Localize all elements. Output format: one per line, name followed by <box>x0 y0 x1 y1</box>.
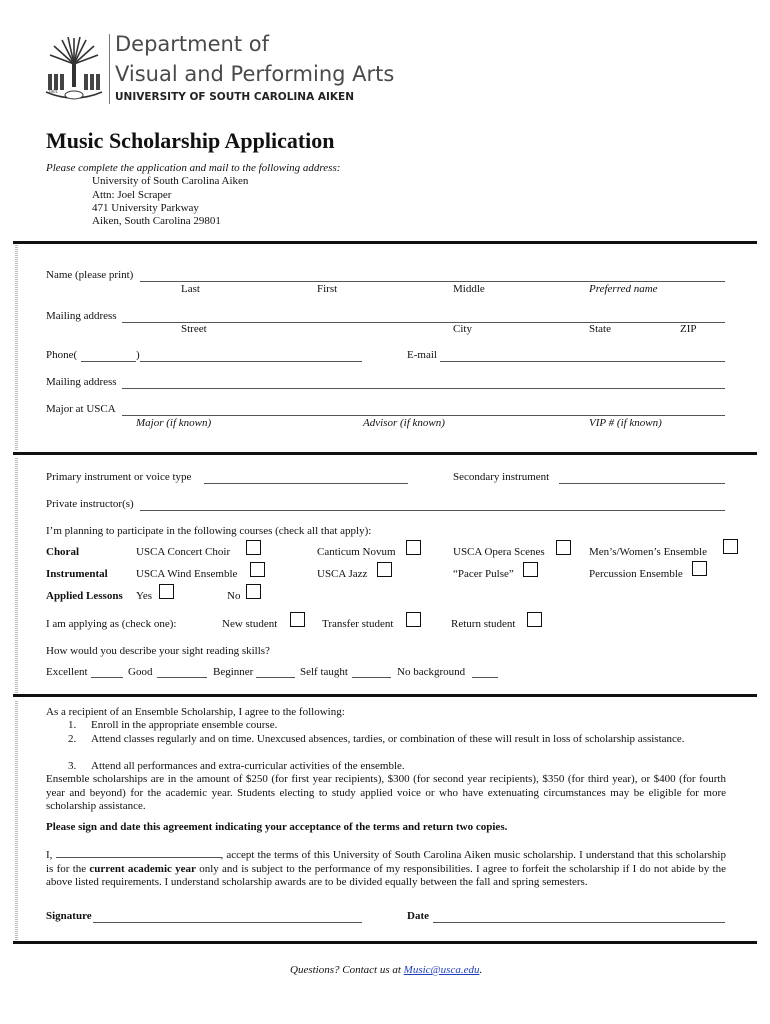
sight-self-taught-input[interactable] <box>352 677 391 678</box>
instrumental-option: “Pacer Pulse” <box>453 568 514 580</box>
footer-period: . <box>479 964 483 976</box>
address-line: Attn: Joel Scraper <box>92 189 172 201</box>
section-divider <box>13 452 757 455</box>
mailing-address-label: Mailing address <box>46 310 117 322</box>
sight-option-good: Good <box>128 666 153 678</box>
agreement-intro: As a recipient of an Ensemble Scholarship, I agree to the following: <box>46 706 345 718</box>
address-line: Aiken, South Carolina 29801 <box>92 215 221 227</box>
wind-ensemble-checkbox[interactable] <box>250 562 265 577</box>
dept-name-line2: Visual and Performing Arts <box>115 62 395 86</box>
phone-input[interactable] <box>140 361 362 362</box>
phone-label: Phone( <box>46 349 78 361</box>
signature-input[interactable] <box>93 922 362 923</box>
choral-option: Men’s/Women’s Ensemble <box>589 546 707 558</box>
primary-instrument-label: Primary instrument or voice type <box>46 471 192 483</box>
instrumental-label: Instrumental <box>46 568 108 580</box>
sight-beginner-input[interactable] <box>256 677 295 678</box>
concert-choir-checkbox[interactable] <box>246 540 261 555</box>
agreement-item: Attend all performances and extra-curricular activities of the ensemble. <box>91 760 405 772</box>
vip-part: VIP # (if known) <box>589 417 662 429</box>
new-student-checkbox[interactable] <box>290 612 305 627</box>
opera-scenes-checkbox[interactable] <box>556 540 571 555</box>
usca-jazz-checkbox[interactable] <box>377 562 392 577</box>
advisor-part: Advisor (if known) <box>363 417 445 429</box>
sight-no-background-input[interactable] <box>472 677 498 678</box>
name-part-last: Last <box>181 283 200 295</box>
statement-text: I, <box>46 849 56 861</box>
secondary-instrument-label: Secondary instrument <box>453 471 550 483</box>
agreement-item-number: 2. <box>68 733 77 745</box>
date-input[interactable] <box>433 922 725 923</box>
mailing-address-input[interactable] <box>122 322 725 323</box>
margin-hatch <box>15 458 18 693</box>
statement-name-input[interactable] <box>56 857 221 858</box>
applied-lessons-label: Applied Lessons <box>46 590 123 602</box>
transfer-student-checkbox[interactable] <box>406 612 421 627</box>
address-line: University of South Carolina Aiken <box>92 175 249 187</box>
address-part-state: State <box>589 323 611 335</box>
agreement-statement <box>46 849 726 890</box>
agreement-item-number: 1. <box>68 719 77 731</box>
choral-option: Canticum Novum <box>317 546 396 558</box>
private-instructor-input[interactable] <box>140 510 725 511</box>
instrumental-option: USCA Jazz <box>317 568 368 580</box>
dept-name-line1: Department of <box>115 32 269 56</box>
date-label: Date <box>407 910 429 922</box>
pacer-pulse-checkbox[interactable] <box>523 562 538 577</box>
mailing-address-2-input[interactable] <box>122 388 725 389</box>
sight-good-input[interactable] <box>157 677 207 678</box>
statement-bold-text: current academic year <box>89 862 196 875</box>
lessons-yes-checkbox[interactable] <box>159 584 174 599</box>
private-instructor-label: Private instructor(s) <box>46 498 134 510</box>
address-part-zip: ZIP <box>680 323 697 335</box>
intro-text: Please complete the application and mail to the following address: <box>46 162 341 174</box>
phone-area-input[interactable] <box>81 361 136 362</box>
name-part-first: First <box>317 283 338 295</box>
canticum-novum-checkbox[interactable] <box>406 540 421 555</box>
email-input[interactable] <box>440 361 725 362</box>
section-divider <box>13 941 757 944</box>
mens-womens-ensemble-checkbox[interactable] <box>723 539 738 554</box>
margin-hatch <box>15 700 18 942</box>
statement-text: , accept the terms of this University of South Carolina Aiken music scholarship. I understand that this scholarship is for the <box>46 849 726 875</box>
university-name: UNIVERSITY OF SOUTH CAROLINA AIKEN <box>115 91 355 103</box>
transfer-student-label: Transfer student <box>322 618 394 630</box>
signature-label: Signature <box>46 910 92 922</box>
section-divider <box>13 241 757 244</box>
margin-hatch <box>15 245 18 450</box>
sight-excellent-input[interactable] <box>91 677 123 678</box>
logo-divider <box>109 34 110 104</box>
choral-label: Choral <box>46 546 79 558</box>
return-student-label: Return student <box>451 618 516 630</box>
primary-instrument-input[interactable] <box>204 483 408 484</box>
courses-prompt: I’m planning to participate in the following courses (check all that apply): <box>46 525 372 537</box>
instrumental-option: Percussion Ensemble <box>589 568 683 580</box>
lessons-no-checkbox[interactable] <box>246 584 261 599</box>
sight-option-self-taught: Self taught <box>300 666 348 678</box>
statement-text: only and is subject to the performance of my responsibilities. I agree to forfeit the scholarship if I do not abide by the above listed requirements. I understand scholarship awards are to be divided equally between the fall and spring semesters. <box>46 862 726 888</box>
sign-instruction: Please sign and date this agreement indicating your acceptance of the terms and return two copies. <box>46 821 508 833</box>
section-divider <box>13 694 757 697</box>
new-student-label: New student <box>222 618 278 630</box>
lessons-no-label: No <box>227 590 241 602</box>
major-label: Major at USCA <box>46 403 116 415</box>
phone-close-paren: ) <box>136 349 140 361</box>
major-part: Major (if known) <box>136 417 212 429</box>
address-part-street: Street <box>181 323 207 335</box>
address-line: 471 University Parkway <box>92 202 199 214</box>
logo-year: 1801 <box>48 90 58 95</box>
percussion-ensemble-checkbox[interactable] <box>692 561 707 576</box>
page-title: Music Scholarship Application <box>46 128 335 153</box>
sight-option-no-background: No background <box>397 666 466 678</box>
footer-question: Questions? Contact us at <box>290 964 404 976</box>
applying-as-label: I am applying as (check one): <box>46 618 177 630</box>
agreement-item-number: 3. <box>68 760 77 772</box>
address-part-city: City <box>453 323 472 335</box>
agreement-item: Enroll in the appropriate ensemble course. <box>91 719 278 731</box>
footer <box>290 964 482 976</box>
agreement-item: Attend classes regularly and on time. Unexcused absences, tardies, or combination of these will result in loss of scholarship assistance. <box>91 733 685 745</box>
name-part-middle: Middle <box>453 283 485 295</box>
choral-option: USCA Concert Choir <box>136 546 231 558</box>
scholarship-amounts: Ensemble scholarships are in the amount of $250 (for first year recipients), $300 (for second year recipients), $350 (for third year), or $400 (for fourth year and beyond) for the academic year. Students electing to study applied voice or who have extenuating circumstances may be eligible for more scholarship assistance. <box>46 773 726 812</box>
email-label: E-mail <box>407 349 437 361</box>
sight-option-beginner: Beginner <box>213 666 254 678</box>
secondary-instrument-input[interactable] <box>559 483 725 484</box>
name-label: Name (please print) <box>46 269 134 281</box>
return-student-checkbox[interactable] <box>527 612 542 627</box>
name-part-preferred: Preferred name <box>589 283 658 295</box>
major-input[interactable] <box>122 415 725 416</box>
sight-option-excellent: Excellent <box>46 666 88 678</box>
instrumental-option: USCA Wind Ensemble <box>136 568 238 580</box>
name-input[interactable] <box>140 281 725 282</box>
sight-reading-question: How would you describe your sight reading skills? <box>46 645 270 657</box>
lessons-yes-label: Yes <box>136 590 153 602</box>
mailing-address-2-label: Mailing address <box>46 376 117 388</box>
choral-option: USCA Opera Scenes <box>453 546 545 558</box>
contact-email-link[interactable]: Music@usca.edu <box>403 964 480 976</box>
